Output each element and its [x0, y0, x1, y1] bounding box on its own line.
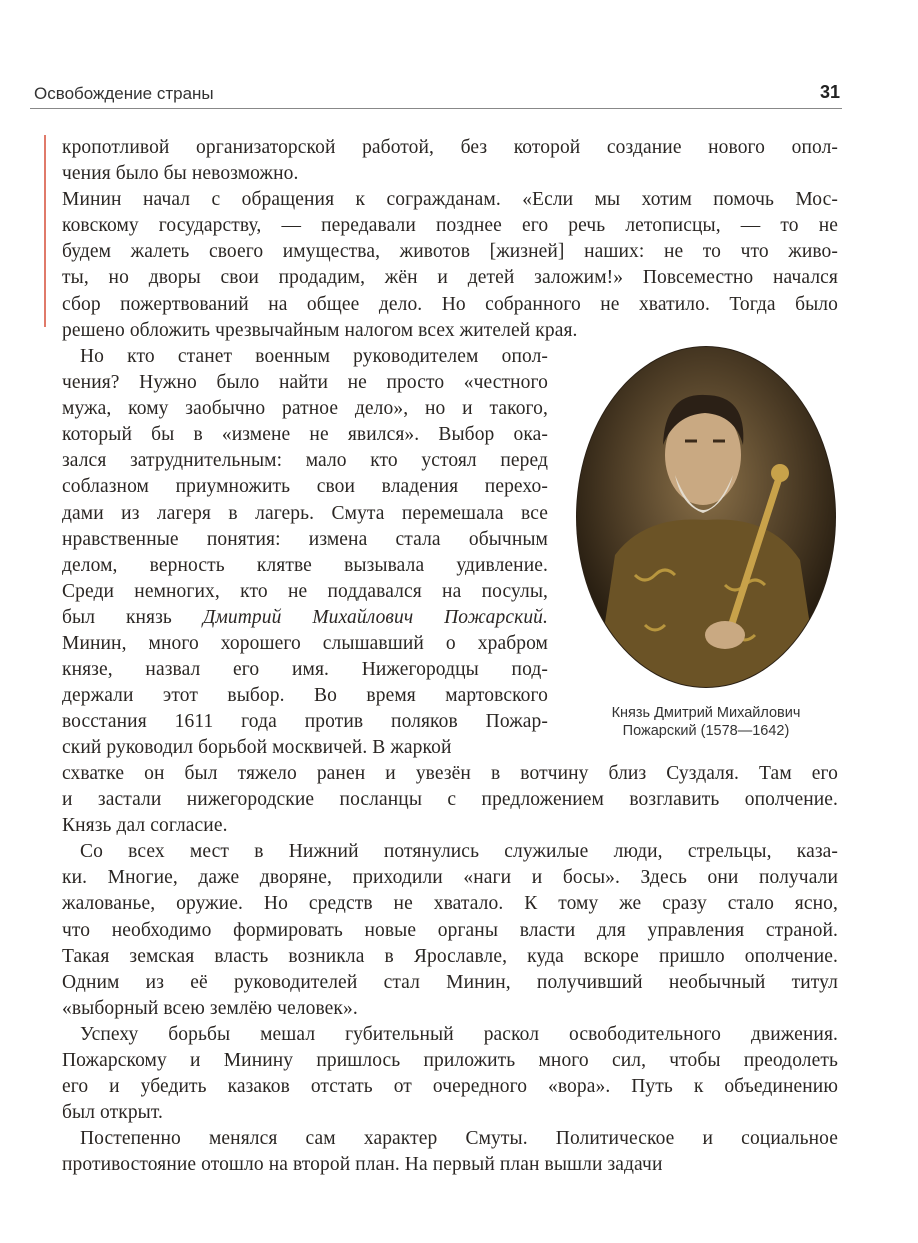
text-line: дами из лагеря в лагерь. Смута перемешала все	[62, 502, 548, 524]
text-line: что необходимо формировать новые органы власти для управления страной.	[62, 919, 838, 941]
text-line: чения? Нужно было найти не просто «честного	[62, 372, 548, 394]
text-line: делом, верность клятве вызывала удивление.	[62, 554, 548, 576]
text-segment: был князь	[62, 606, 203, 628]
text-line: Но кто станет военным руководителем опол-	[80, 346, 548, 367]
text-line: Среди немногих, кто не поддавался на посулы,	[62, 580, 548, 602]
page-number: 31	[819, 82, 840, 102]
text-line: был открыт.	[62, 1102, 163, 1124]
text-line: ты, но дворы свои продадим, жён и детей заложим!» Повсеместно начался	[62, 267, 838, 289]
text-line: Минин начал с обращения к согражданам. «Если мы хотим помочь Мос-	[62, 189, 838, 211]
text-line: и застали нижегородские посланцы с предложением возглавить ополчение.	[62, 789, 838, 811]
text-line: будем жалеть своего имущества, животов [жизней] наших: не то что живо-	[62, 241, 838, 263]
text-line: держали этот выбор. Во время мартовского	[62, 685, 548, 707]
text-line: Пожарскому и Минину пришлось приложить много сил, чтобы преодолеть	[62, 1050, 838, 1072]
text-line: Такая земская власть возникла в Ярославле, куда вскоре пришло ополчение.	[62, 945, 838, 967]
text-line: Со всех мест в Нижний потянулись служилые люди, стрельцы, каза-	[80, 841, 838, 863]
text-line: Одним из её руководителей стал Минин, получивший необычный титул	[62, 971, 838, 993]
text-block-intro	[62, 135, 838, 344]
text-line: князе, назвал его имя. Нижегородцы под-	[62, 659, 548, 681]
caption-line-2: Пожарский (1578—1642)	[622, 723, 790, 739]
text-line: «выборный всею землёю человек».	[62, 997, 358, 1019]
text-block-beside-portrait	[62, 344, 548, 762]
text-line: зался затруднительным: мало кто устоял перед	[62, 450, 548, 472]
text-line: чения было бы невозможно.	[62, 163, 299, 185]
text-line: Постепенно менялся сам характер Смуты. Политическое и социальное	[80, 1128, 838, 1150]
text-line: кропотливой организаторской работой, без которой создание нового опол-	[62, 137, 838, 158]
portrait-pozharsky-image	[575, 345, 837, 690]
text-line: ковскому государству, — передавали позднее его речь летописцы, — то не	[62, 215, 838, 237]
text-line	[62, 605, 548, 631]
caption-line-1: Князь Дмитрий Михайлович	[611, 705, 801, 721]
source-quote-marker	[44, 135, 46, 327]
text-line: жалованье, оружие. Но средств не хватало. К тому же сразу стало ясно,	[62, 893, 838, 915]
portrait-caption	[575, 704, 837, 740]
text-line: ки. Многие, даже дворяне, приходили «наги и босы». Здесь они получали	[62, 867, 838, 889]
text-line: противостояние отошло на второй план. На первый план вышли задачи	[62, 1154, 663, 1176]
text-line: решено обложить чрезвычайным налогом всех жителей края.	[62, 319, 578, 341]
text-line: нравственные понятия: измена стала обычным	[62, 528, 548, 550]
text-line: схватке он был тяжело ранен и увезён в вотчину близ Суздаля. Там его	[62, 763, 838, 784]
text-line: восстания 1611 года против поляков Пожар-	[62, 711, 548, 733]
header-divider	[30, 108, 842, 109]
text-line: Князь дал согласие.	[62, 815, 228, 837]
running-header-title: Освобождение страны	[34, 84, 214, 103]
text-line: соблазном приумножить свои владения перехо-	[62, 476, 548, 498]
text-line: мужа, кому заобычно ратное дело», но и такого,	[62, 398, 548, 420]
text-line: Успеху борьбы мешал губительный раскол освободительного движения.	[80, 1023, 838, 1045]
text-line: его и убедить казаков отстать от очередного «вора». Путь к объединению	[62, 1076, 838, 1098]
text-block-main	[62, 761, 838, 1179]
text-line: который бы в «измене не явился». Выбор ока-	[62, 424, 548, 446]
text-line: сбор пожертвований на общее дело. Но собранного не хватило. Тогда было	[62, 293, 838, 315]
text-line: Минин, много хорошего слышавший о храбром	[62, 633, 548, 655]
person-name-italic: Дмитрий Михайлович Пожарский.	[202, 606, 548, 628]
text-line: ский руководил борьбой москвичей. В жаркой	[62, 737, 452, 759]
